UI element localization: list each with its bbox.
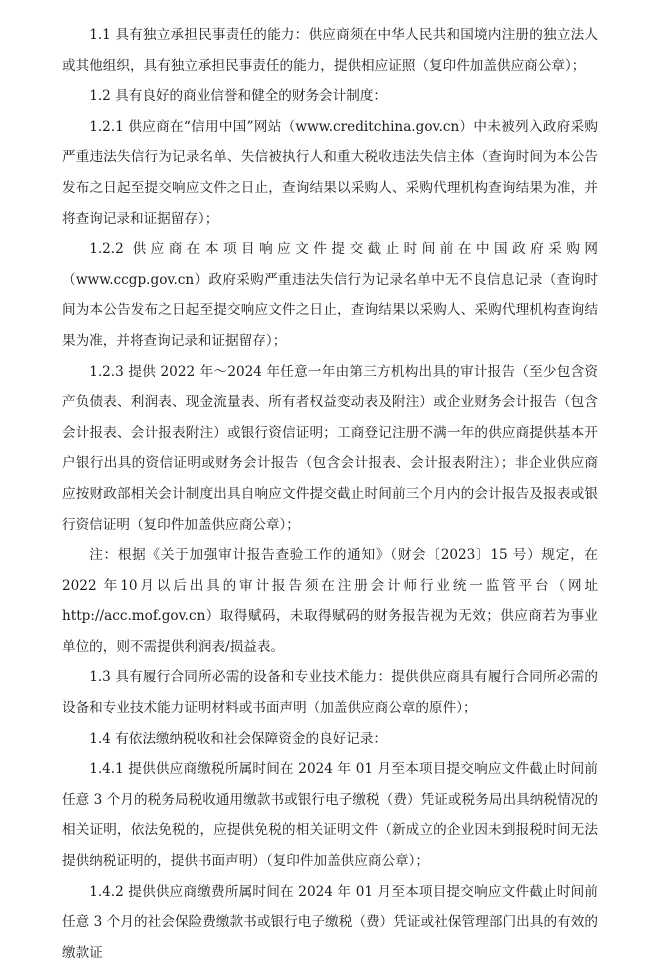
paragraph-1-4: 1.4 有依法缴纳税收和社会保障资金的良好记录： <box>89 730 388 747</box>
paragraph-1-2-1: 1.2.1 供应商在“信用中国”网站（www.creditchina.gov.cn）中未被列入政府采购严重违法失信行为记录名单、失信被执行人和重大税收违法失信主体（查询时间为本公告发布之日起至提交响应文件之日止，查询结果以采购人、采购代理机构查询结果为准，并将查询记录和证据留存）； <box>62 118 598 227</box>
paragraph-note: 注：根据《关于加强审计报告查验工作的通知》（财会〔2023〕15 号）规定，在 2022 年10月以后出具的审计报告须在注册会计师行业统一监管平台（网址 http://acc.mof.gov.cn）取得赋码，未取得赋码的财务报告视为无效；供应商若为事业单位的，则不需提供利润表/损益表。 <box>62 547 598 655</box>
paragraph-1-2: 1.2 具有良好的商业信誉和健全的财务会计制度： <box>89 88 388 105</box>
paragraph-1-2-2: 1.2.2 供应商在本项目响应文件提交截止时间前在中国政府采购网（www.ccgp.gov.cn）政府采购严重违法失信行为记录名单中无不良信息记录（查询时间为本公告发布之日起至提交响应文件之日止，查询结果以采购人、采购代理机构查询结果为准，并将查询记录和证据留存）； <box>62 241 598 349</box>
paragraph-1-4-2: 1.4.2 提供供应商缴费所属时间在 2024 年 01 月至本项目提交响应文件截止时间前任意 3 个月的社会保险费缴款书或银行电子缴税（费）凭证或社保管理部门出具的有效的缴款证 <box>62 883 598 961</box>
paragraph-1-2-3: 1.2.3 提供 2022 年～2024 年任意一年由第三方机构出具的审计报告（至少包含资产负债表、利润表、现金流量表、所有者权益变动表及附注）或企业财务会计报告（包含会计报表、会计报表附注）或银行资信证明；工商登记注册不满一年的供应商提供基本开户银行出具的资信证明或财务会计报告（包含会计报表、会计报表附注）；非企业供应商应按财政部相关会计制度出具自响应文件提交截止时间前三个月内的会计报告及报表或银行资信证明（复印件加盖供应商公章）； <box>62 363 598 533</box>
document-page <box>62 20 598 968</box>
paragraph-1-4-1: 1.4.1 提供供应商缴税所属时间在 2024 年 01 月至本项目提交响应文件截止时间前任意 3 个月的税务局税收通用缴款书或银行电子缴税（费）凭证或税务局出具纳税情况的相关证明，依法免税的，应提供免税的相关证明文件（新成立的企业因未到报税时间无法提供纳税证明的，提供书面声明）（复印件加盖供应商公章）； <box>62 761 598 870</box>
paragraph-1-3: 1.3 具有履行合同所必需的设备和专业技术能力：提供供应商具有履行合同所必需的设备和专业技术能力证明材料或书面声明（加盖供应商公章的原件）； <box>62 669 598 717</box>
paragraph-1-1: 1.1 具有独立承担民事责任的能力：供应商须在中华人民共和国境内注册的独立法人或其他组织，具有独立承担民事责任的能力，提供相应证照（复印件加盖供应商公章）； <box>62 27 598 74</box>
